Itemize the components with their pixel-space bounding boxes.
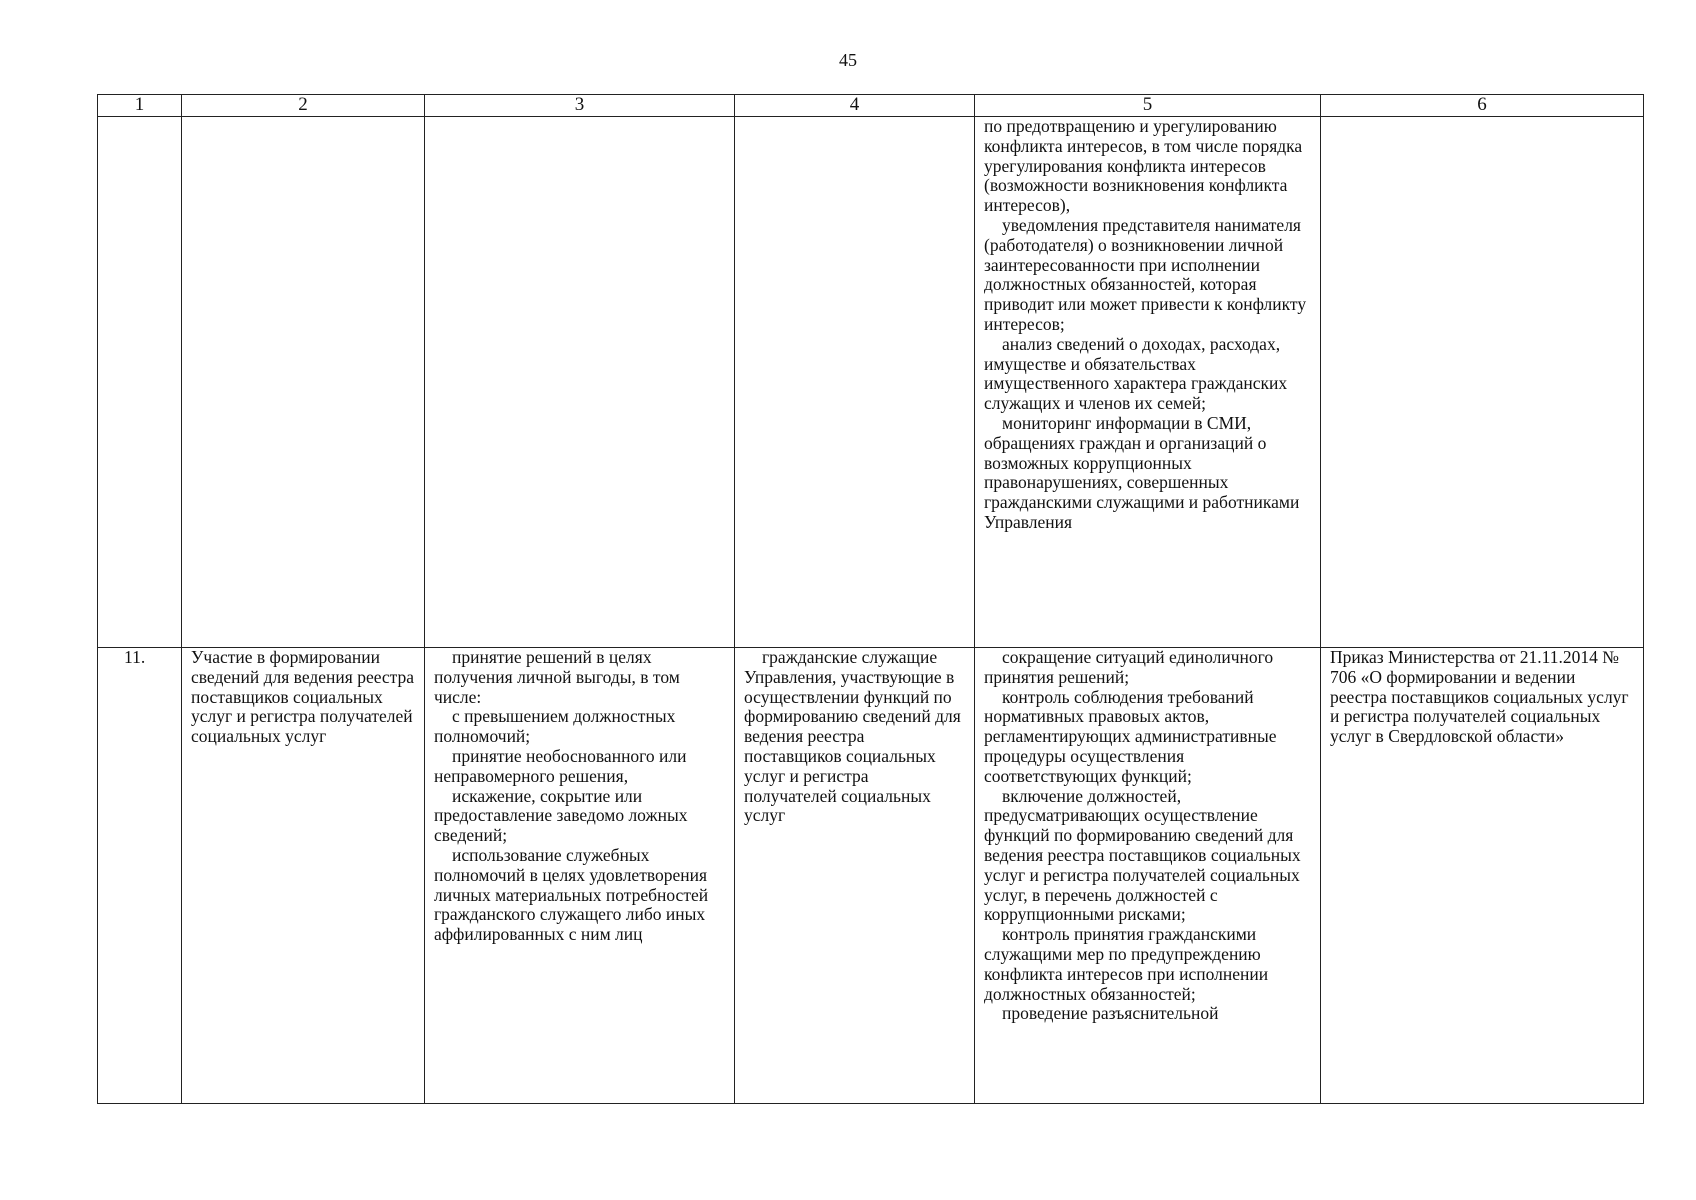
- cell-legal-basis: [1321, 117, 1644, 648]
- risk-paragraph: использование служебных полномочий в целях удовлетворения личных материальных потребностей гражданского служащего либо иных аффилированных с ним лиц: [434, 844, 709, 945]
- measure-paragraph: включение должностей, предусматривающих осуществление функций по формированию сведений для ведения реестра поставщиков социальных услуг и регистра получателей социальных услуг, в перечень должностей с коррупционными рисками;: [984, 785, 1301, 925]
- document-table: [97, 94, 1644, 1104]
- column-header-6: 6: [1321, 95, 1644, 117]
- cell-activity: [182, 117, 425, 648]
- cell-number: [98, 117, 182, 648]
- measure-paragraph: проведение разъяснительной: [1002, 1003, 1219, 1024]
- measure-paragraph: по предотвращению и урегулированию конфликта интересов, в том числе порядка урегулирования конфликта интересов (возможности возникновения конфликта интересов),: [984, 116, 1303, 216]
- measure-paragraph: контроль принятия гражданскими служащими мер по предупреждению конфликта интересов при исполнении должностных обязанностей;: [984, 924, 1269, 1004]
- column-header-4: 4: [735, 95, 975, 117]
- column-header-2: 2: [182, 95, 425, 117]
- cell-risks: [425, 117, 735, 648]
- cell-positions: [735, 648, 975, 1104]
- header-row: [98, 95, 1644, 117]
- cell-measures: [975, 648, 1321, 1104]
- cell-number: 11.: [98, 648, 182, 1104]
- column-header-1: 1: [98, 95, 182, 117]
- measure-paragraph: мониторинг информации в СМИ, обращениях граждан и организаций о возможных коррупционных правонарушениях, совершенных гражданскими служащими и работниками Управления: [984, 412, 1300, 532]
- page-number: 45: [839, 50, 857, 70]
- table-row-11: [98, 648, 1644, 1104]
- column-header-3: 3: [425, 95, 735, 117]
- cell-positions: [735, 117, 975, 648]
- risk-paragraph: принятие необоснованного или неправомерного решения,: [434, 745, 687, 786]
- cell-measures: [975, 117, 1321, 648]
- cell-risks: [425, 648, 735, 1104]
- positions-paragraph: гражданские служащие Управления, участвующие в осуществлении функций по формированию сведений для ведения реестра поставщиков социальных услуг и регистра получателей социальных услуг: [744, 647, 961, 826]
- measure-paragraph: сокращение ситуаций единоличного принятия решений;: [984, 647, 1274, 687]
- measure-paragraph: контроль соблюдения требований нормативных правовых актов, регламентирующих административные процедуры осуществления соответствующих функций;: [984, 686, 1277, 786]
- risk-paragraph: принятие решений в целях получения личной выгоды, в том числе:: [434, 647, 680, 707]
- measure-paragraph: анализ сведений о доходах, расходах, имуществе и обязательствах имущественного характера гражданских служащих и членов их семей;: [984, 333, 1288, 414]
- risk-paragraph: с превышением должностных полномочий;: [434, 706, 676, 747]
- cell-legal-basis: Приказ Министерства от 21.11.2014 № 706 «О формировании и ведении реестра поставщиков социальных услуг и регистра получателей социальных услуг в Свердловской области»: [1321, 648, 1644, 1104]
- cell-activity: Участие в формировании сведений для ведения реестра поставщиков социальных услуг и регистра получателей социальных услуг: [182, 648, 425, 1104]
- column-header-5: 5: [975, 95, 1321, 117]
- measure-paragraph: уведомления представителя нанимателя (работодателя) о возникновении личной заинтересованности при исполнении должностных обязанностей, которая приводит или может привести к конфликту интересов;: [984, 214, 1307, 334]
- risk-paragraph: искажение, сокрытие или предоставление заведомо ложных сведений;: [434, 785, 688, 846]
- table-row-continuation: [98, 117, 1644, 648]
